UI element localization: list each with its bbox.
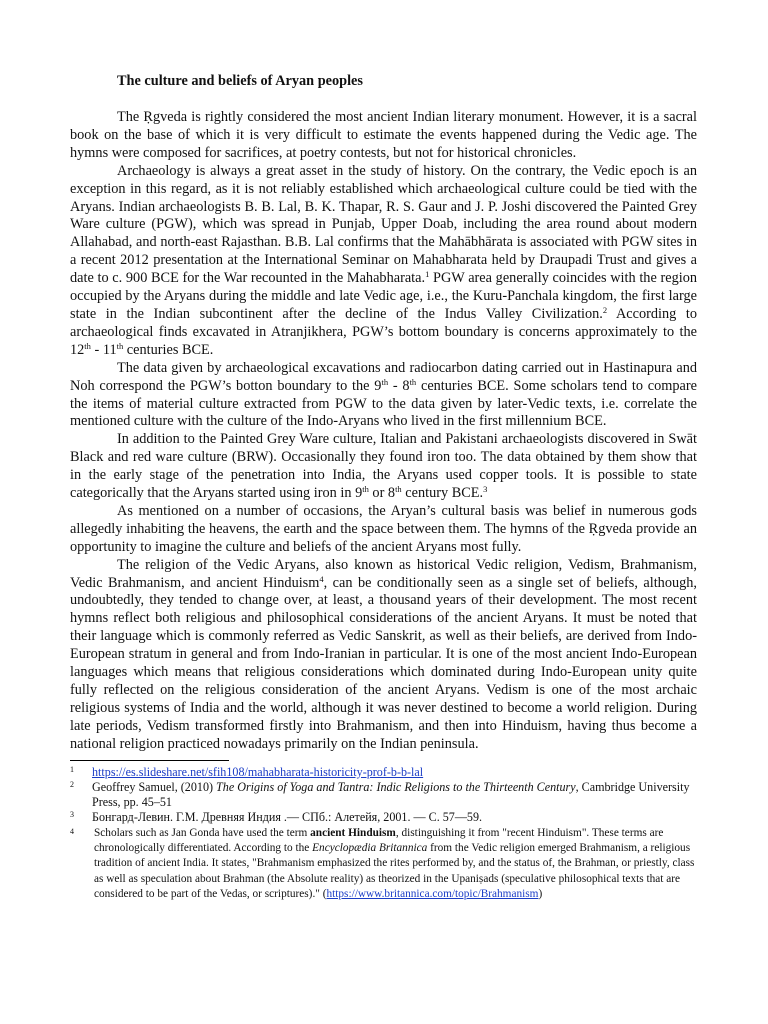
footnote-1 [70,765,697,780]
ordinal-suffix: th [395,484,402,495]
footnote-text: ) [538,887,543,900]
footnote-ref-4[interactable]: 4 [319,573,324,584]
paragraph-text: The Ṛgveda is rightly considered the most ancient Indian literary monument. However, it is a sacral book on the base of which it is very difficult to estimate the events happened during the Vedic age. The hymns were composed for sacrifices, at poetry contests, but not for historical chronicles. [70,109,697,161]
paragraph-3 [70,360,697,432]
footnote-number: 4 [70,827,74,836]
footnote-book-title: The Origins of Yoga and Tantra: Indic Religions to the Thirteenth Century [216,780,576,795]
paragraph-text: Archaeology is always a great asset in the study of history. On the contrary, the Vedic epoch is an exception in this regard, as it is not reliably established which archaeological culture could be tied with the Aryans. Indian archaeologists B. B. Lal, B. K. Thapar, R. S. Gaur and J. P. Joshi discovered the Painted Grey Ware culture (PGW), which was spread in Punjab, Upper Doab, including the area round about modern Allahabad, and north-east Rajasthan. B.B. Lal confirms that the Mahābhārata is associated with PGW sites in a recent 2012 presentation at the International Seminar on Mahabharata held by Draupadi Trust and gives a date to c. 900 BCE for the War recounted in the Mahabharata. [70,162,697,287]
footnote-text: Scholars such as Jan Gonda have used the term [94,827,311,839]
paragraph-text: - 11 [90,341,117,358]
footnote-text: Бонгард-Левин. Г.М. Древняя Индия .— СПб.: Алетейя, 2001. — С. 57—59. [92,810,483,825]
ordinal-suffix: th [116,340,124,351]
footnote-ref-2[interactable]: 2 [602,304,608,315]
footnote-ref-3[interactable]: 3 [483,484,488,495]
footnote-italic-title: Encyclopædia Britannica [312,842,428,855]
footnote-ref-1[interactable]: 1 [425,269,430,280]
paragraph-text: centuries BCE. [123,341,214,358]
paragraph-text: or 8 [368,485,396,502]
paragraph-text: As mentioned on a number of occasions, the Aryan’s cultural basis was belief in numerous gods allegedly inhabiting the heavens, the earth and the space between them. The hymns of the Ṛgveda provide an opportunity to imagine the culture and beliefs of the ancient Aryans most fully. [70,502,697,555]
footnote-number: 3 [70,810,74,820]
paragraph-6 [70,557,697,754]
footnote-text: , distinguishing it from "recent Hinduism". These terms are chronologically differentiated. According to the [94,827,664,855]
footnote-link[interactable]: https://www.britannica.com/topic/Brahmanism [326,887,539,900]
document-title: The culture and beliefs of Aryan peoples [117,73,363,89]
paragraph-text: century BCE. [401,485,484,502]
footnote-2 [70,780,697,809]
footnote-number: 2 [70,780,74,790]
document-page [70,72,697,903]
document-body [70,109,697,754]
ordinal-suffix: th [409,376,417,387]
footnotes [70,765,697,902]
paragraph-text: - 8 [388,377,410,394]
footnote-text: from the Vedic religion emerged Brahmanism, a religious tradition of ancient India. It states, "Brahmanism emphasized the rites performed by, and the status of, the Brahman, or priestly, class as well as speculation about Brahman (the Absolute reality) as theorized in the Upaniṣads (speculative philosophical texts that are considered to be part of the Vedas, or scriptures)." ( [94,842,695,900]
paragraph-text: , can be conditionally seen as a single set of beliefs, although, undoubtedly, they tended to change over, at least, a thousand years of their development. The most recent hymns reflect both religious and philosophical considerations of the ancient Aryans. It must be noted that their language which is commonly referred as Vedic Sanskrit, as well as their beliefs, are derived from Indo-European stratum in general and from Indo-Iranian in particular. It is one of the most ancient Indo-European languages which means that religious considerations which dominated during Indo-European unity quite fully reflected on the religious consideration of the ancient Aryans. Vedism is one of the most archaic religious systems of India and the world, although it was never destined to become a world religion. During late periods, Vedism transformed firstly into Brahmanism, and then into Hinduism, having thus become a national religion practiced nowadays primarily on the Indian peninsula. [70,574,697,752]
paragraph-text: According to archaeological finds excavated in Atranjikhera, PGW’s bottom boundary is concerns approximately to the 12 [70,305,697,358]
paragraph-text: The religion of the Vedic Aryans, also known as historical Vedic religion, Vedism, Brahmanism, Vedic Brahmanism, and ancient Hinduism [70,556,697,591]
footnote-separator [70,760,229,761]
paragraph-text: In addition to the Painted Grey Ware culture, Italian and Pakistani archaeologists discovered in Swāt Black and red ware culture (BRW). Occasionally they found iron too. The data obtained by them show that in the early stage of the penetration into India, the Aryans used copper tools. It is possible to state categorically that the Aryans started using iron in 9 [70,431,697,502]
paragraph-5 [70,503,697,557]
paragraph-4 [70,431,697,503]
footnote-3 [70,810,697,825]
footnote-text: Geoffrey Samuel, (2010) [92,780,217,795]
footnote-link[interactable]: https://es.slideshare.net/sfih108/mahabharata-historicity-prof-b-b-lal [92,764,424,779]
paragraph-2 [70,163,697,360]
footnote-text: , Cambridge University Press, pp. 45–51 [92,780,690,809]
ordinal-suffix: th [84,340,91,351]
footnote-bold-term: ancient Hinduism [310,827,396,839]
paragraph-text: PGW area generally coincides with the region occupied by the Aryans during the middle and late Vedic age, i.e., the Kuru-Panchala kingdom, the first large state in the Indian subcontinent after the decline of the Indus Valley Civilization. [70,270,697,322]
footnote-4 [70,826,697,902]
footnote-number: 1 [70,764,74,774]
paragraph-text: The data given by archaeological excavations and radiocarbon dating carried out in Hastinapura and Noh correspond the PGW’s botton boundary to the 9 [70,359,697,394]
ordinal-suffix: th [362,484,369,495]
paragraph-1 [70,109,697,163]
paragraph-text: centuries BCE. Some scholars tend to compare the items of material culture extracted from PGW to the data given by later-Vedic texts, i.e. correlate the mentioned culture with the culture of the Indo-Aryans who lived in the first millennium BCE. [70,377,698,430]
ordinal-suffix: th [381,376,389,387]
